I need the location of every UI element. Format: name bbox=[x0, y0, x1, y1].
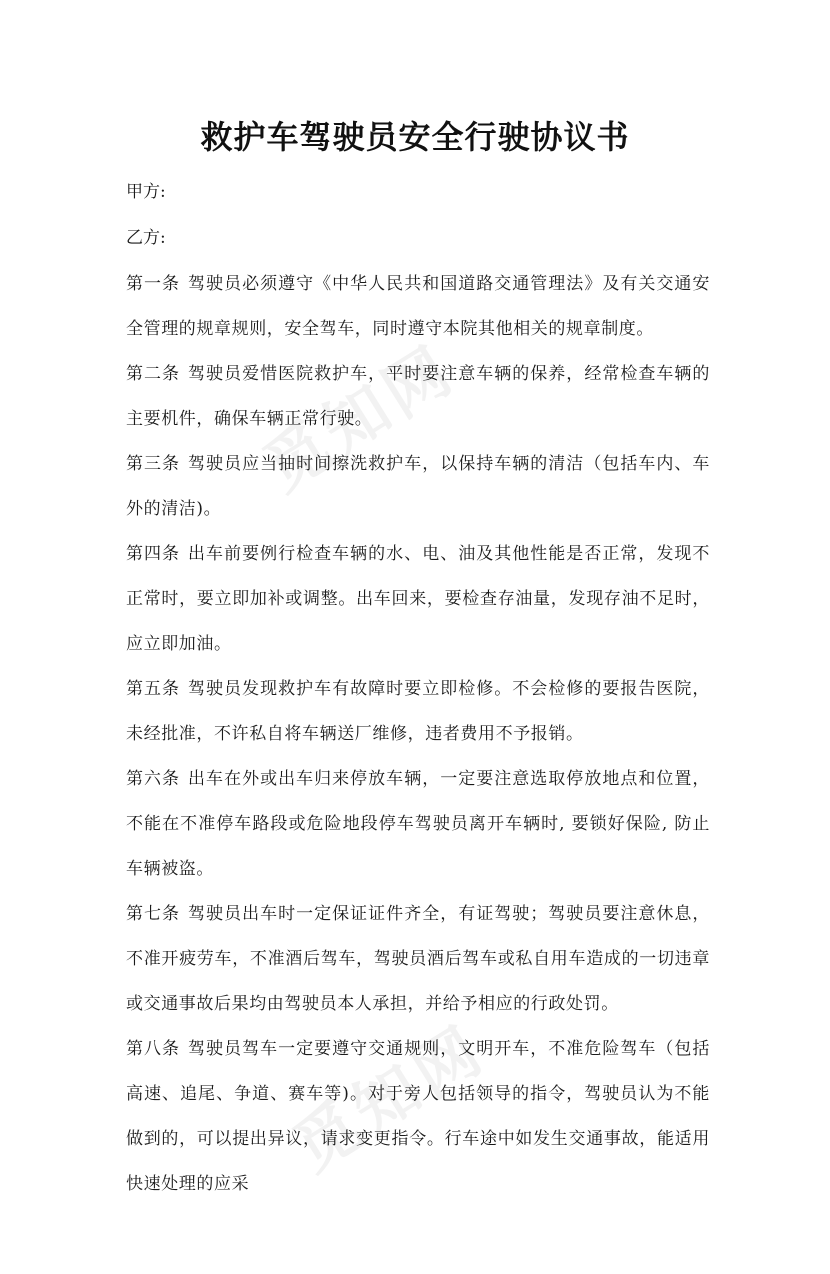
party-a-label: 甲方: bbox=[126, 182, 166, 202]
article-text: 驾驶员必须遵守《中华人民共和国道路交通管理法》及有关交通安全管理的规章规则，安全驾车，同时遵守本院其他相关的规章制度。 bbox=[126, 274, 710, 339]
article-label: 第四条 bbox=[126, 544, 181, 564]
article-8 bbox=[126, 1027, 710, 1207]
article-7 bbox=[126, 892, 710, 1027]
article-label: 第六条 bbox=[126, 769, 181, 789]
article-label: 第一条 bbox=[126, 274, 181, 294]
article-6 bbox=[126, 757, 710, 892]
article-3 bbox=[126, 442, 710, 532]
party-b-label: 乙方: bbox=[126, 228, 166, 248]
article-text: 出车在外或出车归来停放车辆，一定要注意选取停放地点和位置，不能在不准停车路段或危险地段停车驾驶员离开车辆时, 要锁好保险, 防止车辆被盗。 bbox=[126, 769, 710, 879]
document-title: 救护车驾驶员安全行驶协议书 bbox=[200, 118, 630, 156]
article-label: 第五条 bbox=[126, 679, 181, 699]
article-4 bbox=[126, 532, 710, 667]
article-text: 驾驶员驾车一定要遵守交通规则，文明开车，不准危险驾车（包括高速、追尾、争道、赛车等)。对于旁人包括领导的指令，驾驶员认为不能做到的，可以提出异议，请求变更指令。行车途中如发生交通事故，能适用快速处理的应采 bbox=[126, 1039, 710, 1194]
article-text: 驾驶员应当抽时间擦洗救护车，以保持车辆的清洁（包括车内、车外的清洁)。 bbox=[126, 454, 710, 519]
agreement-body bbox=[126, 262, 710, 1207]
article-label: 第八条 bbox=[126, 1039, 181, 1059]
article-text: 驾驶员出车时一定保证证件齐全，有证驾驶；驾驶员要注意休息，不准开疲劳车，不准酒后驾车，驾驶员酒后驾车或私自用车造成的一切违章或交通事故后果均由驾驶员本人承担，并给予相应的行政处罚。 bbox=[126, 904, 710, 1014]
article-label: 第七条 bbox=[126, 904, 181, 924]
article-text: 驾驶员爱惜医院救护车，平时要注意车辆的保养，经常检查车辆的主要机件，确保车辆正常行驶。 bbox=[126, 364, 710, 429]
article-5 bbox=[126, 667, 710, 757]
article-1 bbox=[126, 262, 710, 352]
article-label: 第二条 bbox=[126, 364, 181, 384]
article-text: 出车前要例行检查车辆的水、电、油及其他性能是否正常，发现不正常时，要立即加补或调整。出车回来，要检查存油量，发现存油不足时，应立即加油。 bbox=[126, 544, 710, 654]
article-label: 第三条 bbox=[126, 454, 181, 474]
article-text: 驾驶员发现救护车有故障时要立即检修。不会检修的要报告医院，未经批准，不许私自将车辆送厂维修，违者费用不予报销。 bbox=[126, 679, 710, 744]
article-2 bbox=[126, 352, 710, 442]
